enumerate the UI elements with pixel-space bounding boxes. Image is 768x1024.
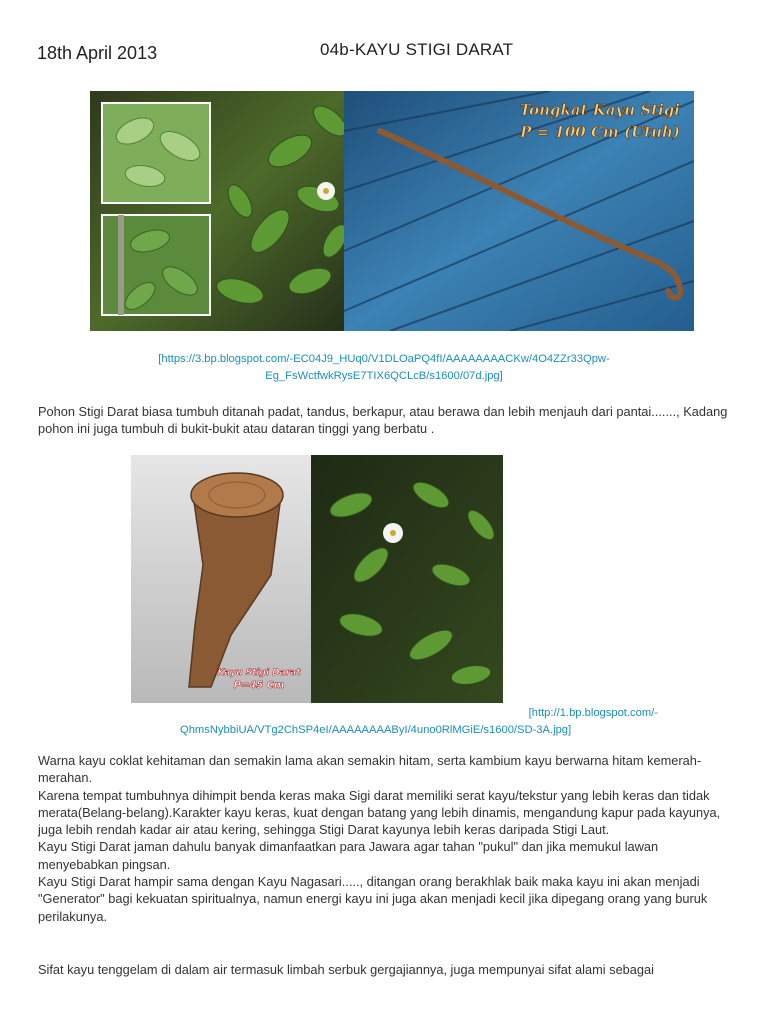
body-paragraph-3: Kayu Stigi Darat jaman dahulu banyak dimanfaatkan para Jawara agar tahan "pukul" dan jika memukul lawan menyebabkan pingsan. [38, 839, 659, 872]
image-link-1[interactable]: [https://3.bp.blogspot.com/-EC04J9_HUq0/V1DLOaPQ4fI/AAAAAAAACKw/4O4ZZr33Qpw-Eg_FsWctfwkRysE7TIX6QCLcB/s1600/07d.jpg] [158, 353, 610, 382]
post-date: 18th April 2013 [37, 43, 158, 63]
image-link-2-line1[interactable]: [http://1.bp.blogspot.com/- [528, 707, 658, 719]
stigi-walking-stick-image[interactable] [90, 91, 694, 331]
intro-paragraph: Pohon Stigi Darat biasa tumbuh ditanah padat, tandus, berkapur, atau berawa dan lebih menjauh dari pantai......., Kadang pohon ini juga tumbuh di bukit-bukit atau dataran tinggi yang berbatu . [38, 404, 728, 437]
body-paragraph-2: Karena tempat tumbuhnya dihimpit benda keras maka Sigi darat memiliki serat kayu/tekstur yang lebih keras dan tidak merata(Belang-belang).Karakter kayu keras, kuat dengan batang yang lebih dinamis, mengandung kapur pada kayunya, juga lebih rendah kadar air atau kering, sehingga Stigi Darat kayunya lebih keras daripada Stigi Laut. [38, 787, 721, 838]
white-flower [383, 523, 403, 543]
body-text [38, 752, 734, 925]
body-paragraph-1: Warna kayu coklat kehitaman dan semakin lama akan semakin hitam, serta kambium kayu berwarna hitam kemerah-merahan. [38, 753, 702, 786]
body-paragraph-4: Kayu Stigi Darat hampir sama dengan Kayu Nagasari....., ditangan orang berakhlak baik maka kayu ini akan menjadi "Generator" bagi kekuatan spiritualnya, namun energi kayu ini juga akan menjadi kecil jika dipegang orang yang buruk perilakunya. [38, 874, 708, 924]
image-caption-overlay: Tongkat Kayu Stigi [519, 101, 680, 119]
stigi-wood-piece-image[interactable] [131, 455, 503, 703]
image-link-2[interactable] [180, 705, 660, 739]
white-flower [317, 182, 335, 200]
post-title: 04b-KAYU STIGI DARAT [320, 40, 514, 59]
image-caption-overlay: P = 100 Cm (Utuh) [520, 123, 680, 141]
image-caption-overlay: Kayu Stigi Darat [217, 668, 301, 678]
body-paragraph-5: Sifat kayu tenggelam di dalam air termasuk limbah serbuk gergajiannya, juga mempunyai sifat alami sebagai [38, 962, 654, 977]
wood-end-grain [191, 473, 283, 517]
image-link-2-line2[interactable]: QhmsNybbiUA/VTg2ChSP4eI/AAAAAAAAByI/4uno0RlMGiE/s1600/SD-3A.jpg] [180, 724, 572, 736]
image-caption-overlay: P=45 Cm [233, 680, 285, 691]
